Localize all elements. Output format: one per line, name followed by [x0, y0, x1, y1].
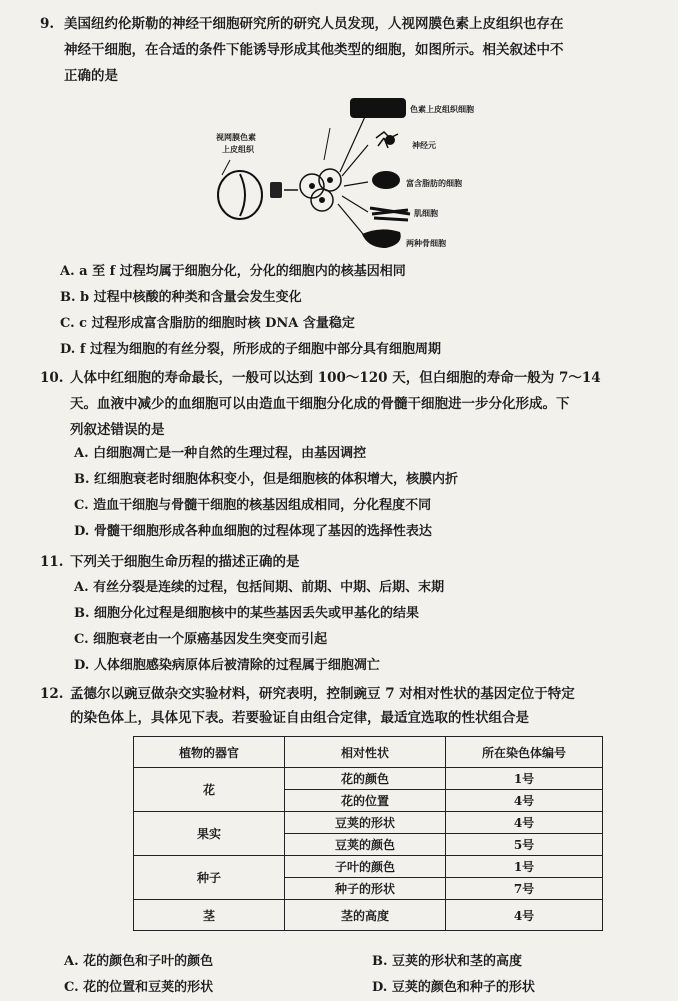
q12-option-b: B. 豆荚的形状和茎的高度	[372, 954, 523, 969]
table-cell-chromosome: 7号	[446, 878, 603, 900]
q9-number: 9.	[40, 16, 55, 32]
table-cell-organ: 花	[134, 768, 285, 812]
q12-line-1: 12. 孟德尔以豌豆做杂交实验材料，研究表明，控制豌豆 7 对相对性状的基因定位于特定	[40, 686, 575, 702]
q11-line-1: 11. 下列关于细胞生命历程的描述正确的是	[40, 554, 300, 570]
table-cell-trait: 花的位置	[285, 790, 446, 812]
table-header-chromosome: 所在染色体编号	[446, 737, 603, 768]
diagram-cell-4-label: 肌细胞	[414, 209, 438, 218]
table-cell-chromosome: 4号	[446, 812, 603, 834]
q10-option-c: C. 造血干细胞与骨髓干细胞的核基因组成相同，分化程度不同	[74, 498, 432, 513]
q10-line-2: 天。血液中减少的血细胞可以由造血干细胞分化成的骨髓干细胞进一步分化形成。下	[70, 396, 570, 412]
q11-option-d: D. 人体细胞感染病原体后被清除的过程属于细胞凋亡	[74, 658, 380, 673]
table-cell-chromosome: 4号	[446, 790, 603, 812]
table-cell-trait: 子叶的颜色	[285, 856, 446, 878]
q12-number: 12.	[40, 686, 64, 702]
table-header-trait: 相对性状	[285, 737, 446, 768]
diagram-source-label-1: 视网膜色素	[216, 133, 256, 142]
table-cell-organ: 果实	[134, 812, 285, 856]
q10-option-b: B. 红细胞衰老时细胞体积变小，但是细胞核的体积增大，核膜内折	[74, 472, 459, 487]
diagram-cell-2-label: 神经元	[412, 141, 436, 150]
q9-line-3: 正确的是	[64, 68, 118, 84]
table-cell-trait: 豆荚的形状	[285, 812, 446, 834]
q9-line-1: 9. 美国纽约伦斯勒的神经干细胞研究所的研究人员发现，人视网膜色素上皮组织也存在	[40, 16, 564, 32]
table-cell-trait: 种子的形状	[285, 878, 446, 900]
table-row	[134, 900, 603, 931]
table-row	[134, 812, 603, 834]
q9-option-b: B. b 过程中核酸的种类和含量会发生变化	[60, 290, 302, 305]
q12-option-d: D. 豆荚的颜色和种子的形状	[372, 980, 535, 995]
table-row	[134, 856, 603, 878]
table-cell-chromosome: 5号	[446, 834, 603, 856]
table-row	[134, 768, 603, 790]
table-cell-chromosome: 1号	[446, 768, 603, 790]
cell-differentiation-diagram	[200, 90, 500, 260]
q11-option-a: A. 有丝分裂是连续的过程，包括间期、前期、中期、后期、末期	[74, 580, 445, 595]
q12-option-a: A. 花的颜色和子叶的颜色	[64, 954, 214, 969]
q9-line-2: 神经干细胞，在合适的条件下能诱导形成其他类型的细胞，如图所示。相关叙述中不	[64, 42, 564, 58]
q9-option-c: C. c 过程形成富含脂肪的细胞时核 DNA 含量稳定	[60, 316, 355, 331]
diagram-cell-3-label: 富含脂肪的细胞	[406, 179, 462, 188]
q10-line-3: 列叙述错误的是	[70, 422, 165, 438]
table-cell-chromosome: 1号	[446, 856, 603, 878]
q10-option-d: D. 骨髓干细胞形成各种血细胞的过程体现了基因的选择性表达	[74, 524, 432, 539]
q11-option-c: C. 细胞衰老由一个原癌基因发生突变而引起	[74, 632, 328, 647]
q12-option-c: C. 花的位置和豆荚的形状	[64, 980, 214, 995]
q11-option-b: B. 细胞分化过程是细胞核中的某些基因丢失或甲基化的结果	[74, 606, 420, 621]
table-cell-organ: 种子	[134, 856, 285, 900]
diagram-source-label-2: 上皮组织	[222, 145, 254, 154]
table-cell-chromosome: 4号	[446, 900, 603, 931]
q12-line-2: 的染色体上，具体见下表。若要验证自由组合定律，最适宜选取的性状组合是	[70, 710, 529, 726]
table-cell-organ: 茎	[134, 900, 285, 931]
q9-option-d: D. f 过程为细胞的有丝分裂，所形成的子细胞中部分具有细胞周期	[60, 342, 441, 357]
q10-number: 10.	[40, 370, 64, 386]
q11-number: 11.	[40, 554, 64, 570]
q9-option-a: A. a 至 f 过程均属于细胞分化，分化的细胞内的核基因相同	[60, 264, 406, 279]
table-cell-trait: 花的颜色	[285, 768, 446, 790]
diagram-cell-5-label: 两种骨细胞	[406, 239, 446, 248]
table-header-organ: 植物的器官	[134, 737, 285, 768]
diagram-drawing	[200, 90, 500, 260]
q10-option-a: A. 白细胞凋亡是一种自然的生理过程，由基因调控	[74, 446, 367, 461]
trait-table	[133, 736, 603, 931]
table-cell-trait: 豆荚的颜色	[285, 834, 446, 856]
table-header-row	[134, 737, 603, 768]
diagram-cell-1-label: 色素上皮组织细胞	[410, 105, 474, 114]
q10-line-1: 10. 人体中红细胞的寿命最长，一般可以达到 100～120 天，但白细胞的寿命一般为 7～14	[40, 370, 601, 386]
table-cell-trait: 茎的高度	[285, 900, 446, 931]
